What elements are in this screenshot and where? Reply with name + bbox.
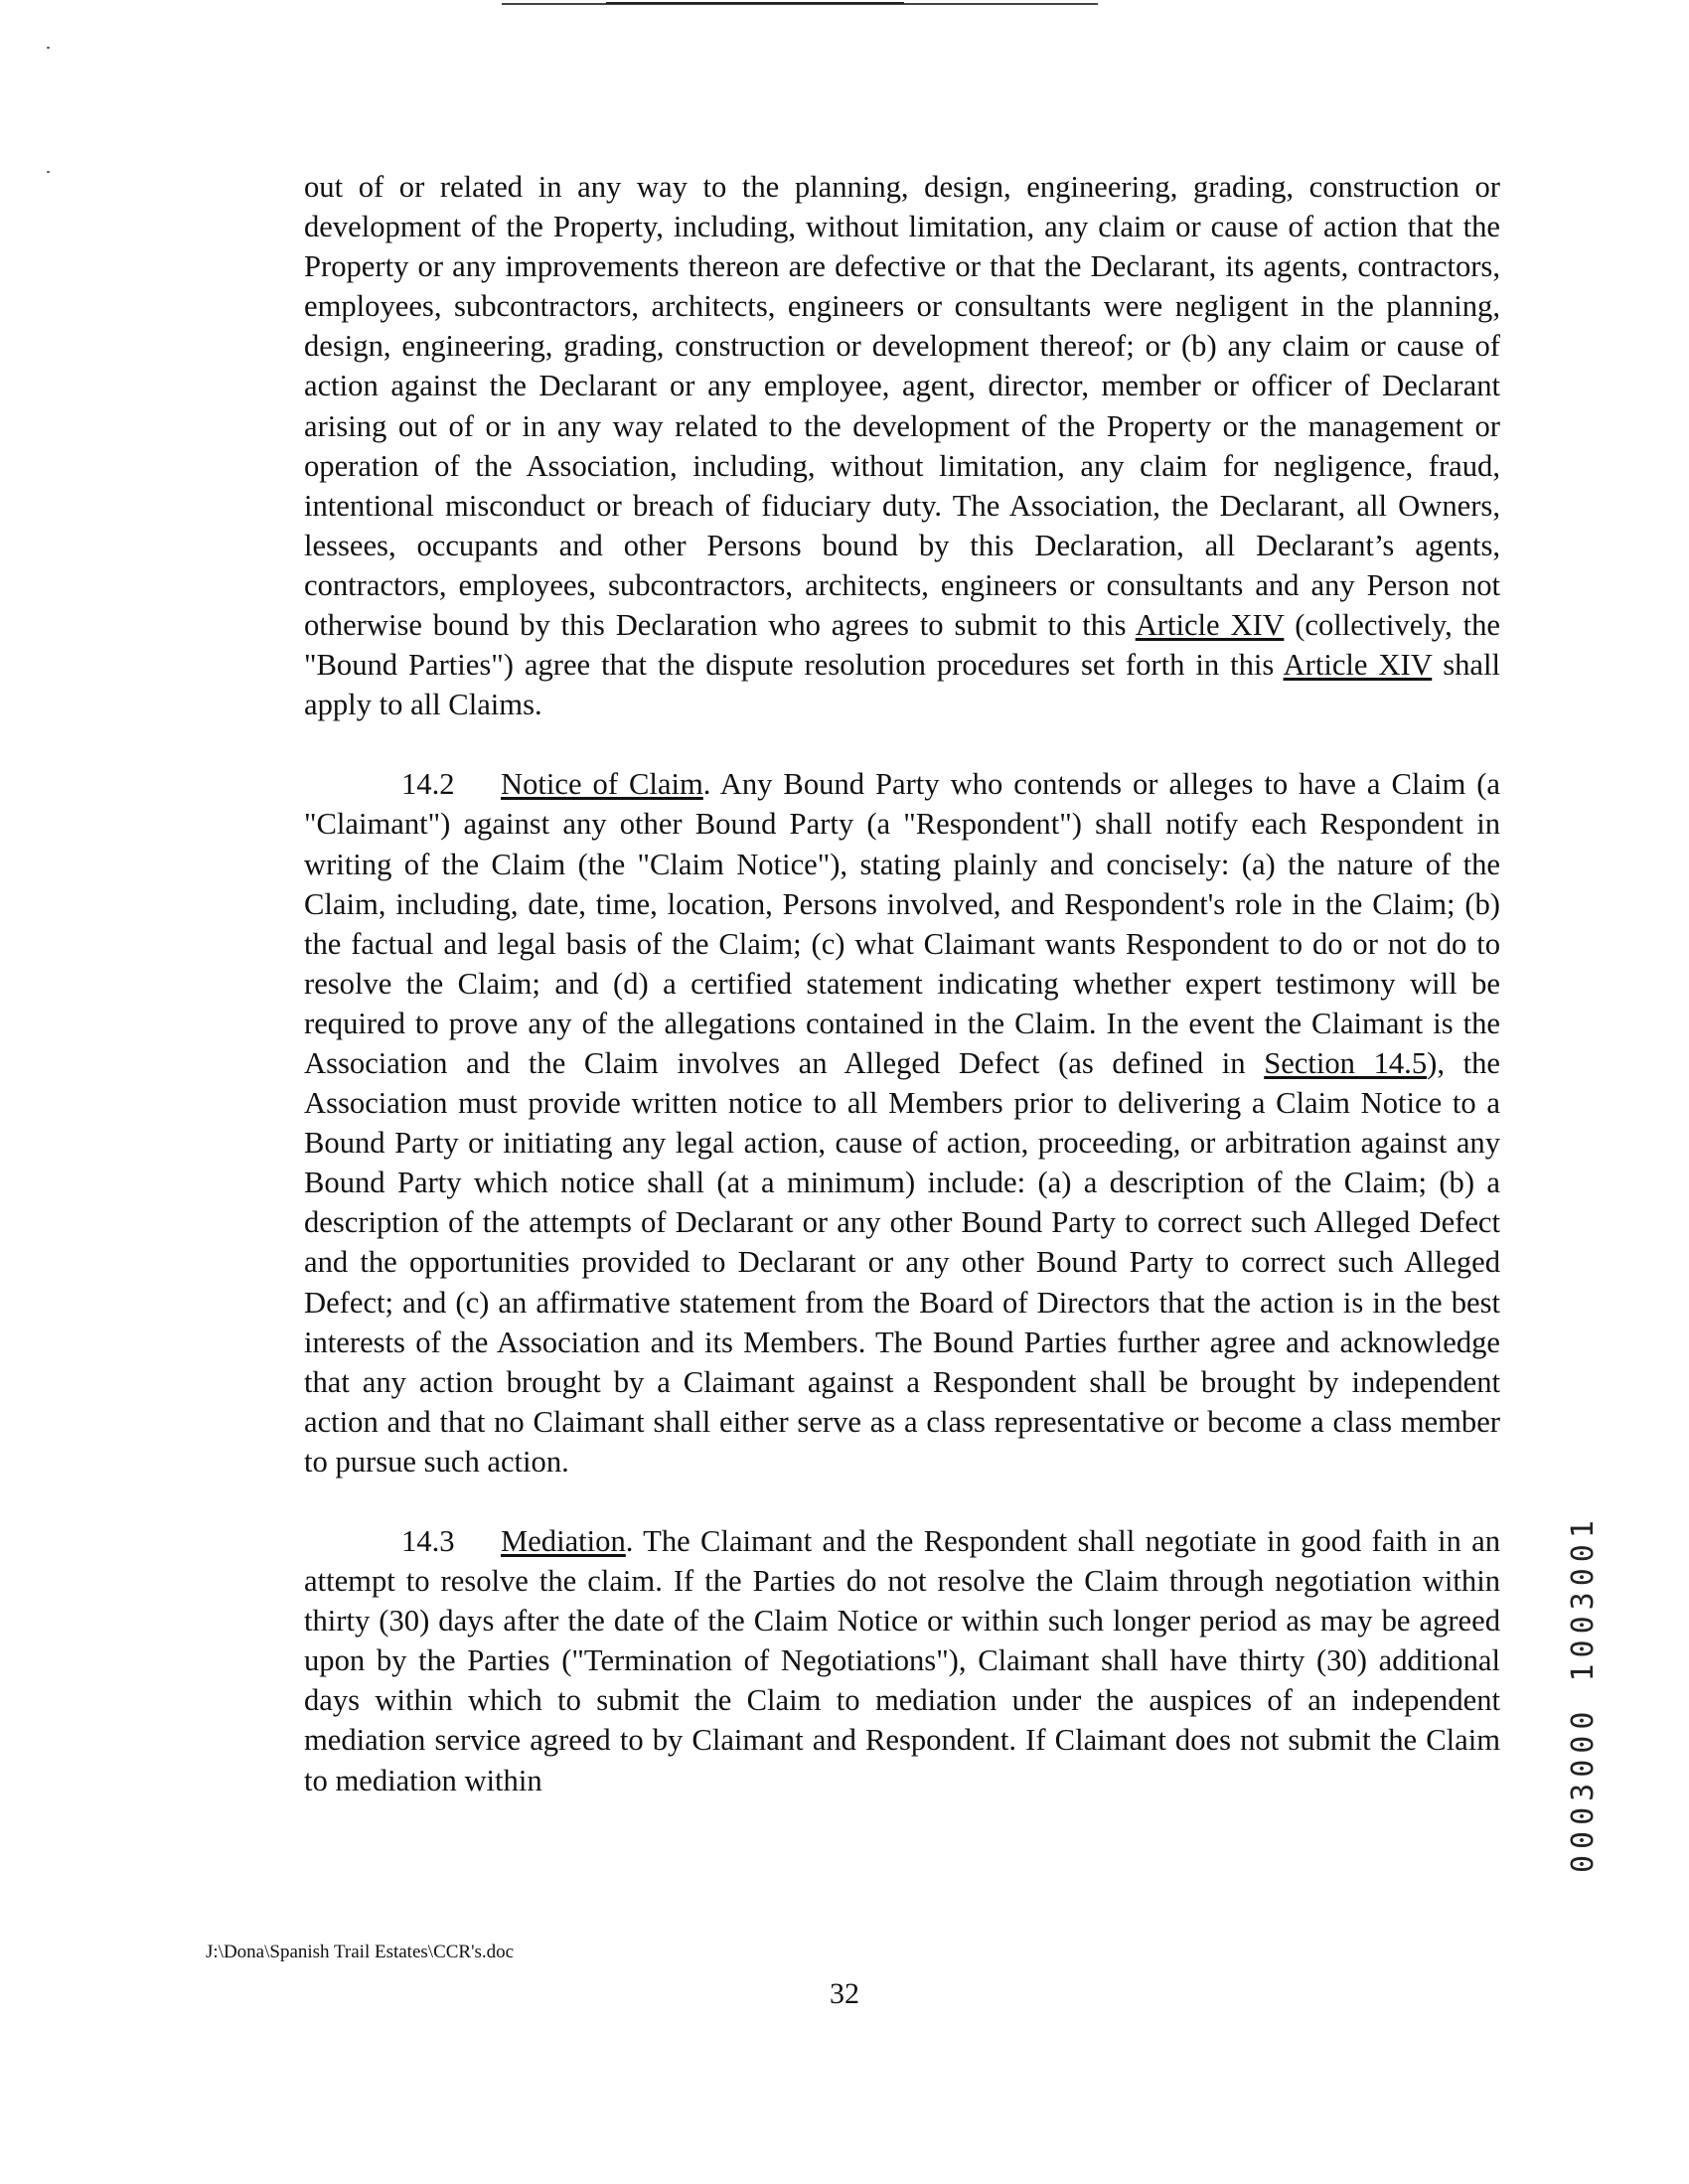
scan-speck <box>47 171 50 173</box>
section-14-2: 14.2 Notice of Claim. Any Bound Party who contends or alleges to have a Claim (a "Claimant") against any other Bound Party (a "Respondent") shall notify each Respondent in writing of the Claim (the "Claim Notice"), stating plainly and concisely: (a) the nature of the Claim, including, date, time, location, Persons involved, and Respondent's role in the Claim; (b) the factual and legal basis of the Claim; (c) what Claimant wants Respondent to do or not do to resolve the Claim; and (d) a certified statement indicating whether expert testimony will be required to prove any of the allegations contained in the Claim. In the event the Claimant is the Association and the Claim involves an Alleged Defect (as defined in Section 14.5), the Association must provide written notice to all Members prior to delivering a Claim Notice to a Bound Party or initiating any legal action, cause of action, proceeding, or arbitration against any Bound Party which notice shall (at a minimum) include: (a) a description of the Claim; (b) a description of the attempts of Declarant or any other Bound Party to correct such Alleged Defect and the opportunities provided to Declarant or any other Bound Party to correct such Alleged Defect; and (c) an affirmative statement from the Board of Directors that the action is in the best interests of the Association and its Members. The Bound Parties further agree and acknowledge that any action brought by a Claimant against a Respondent shall be brought by independent action and that no Claimant shall either serve as a class representative or become a class member to pursue such action. <box>304 764 1500 1482</box>
continuation-paragraph: out of or related in any way to the planning, design, engineering, grading, construction or development of the Property, including, without limitation, any claim or cause of action that the Property or any improvements thereon are defective or that the Declarant, its agents, contractors, employees, subcontractors, architects, engineers or consultants were negligent in the planning, design, engineering, grading, construction or development thereof; or (b) any claim or cause of action against the Declarant or any employee, agent, director, member or officer of Declarant arising out of or in any way related to the development of the Property or the management or operation of the Association, including, without limitation, any claim for negligence, fraud, intentional misconduct or breach of fiduciary duty. The Association, the Declarant, all Owners, lessees, occupants and other Persons bound by this Declaration, all Declarant’s agents, contractors, employees, subcontractors, architects, engineers or consultants and any Person not otherwise bound by this Declaration who agrees to submit to this Article XIV (collectively, the "Bound Parties") agree that the dispute resolution procedures set forth in this Article XIV shall apply to all Claims. <box>304 170 1500 722</box>
footer-file-path: J:\Dona\Spanish Trail Estates\CCR's.doc <box>206 1942 515 1962</box>
section-reference: Section 14.5 <box>1264 1045 1428 1080</box>
top-scan-rule-dark <box>606 2 904 4</box>
bates-stamp: 0003000 1003001 <box>1566 1514 1601 1873</box>
section-number: 14.2 <box>401 767 455 802</box>
scan-speck <box>47 47 50 49</box>
section-number: 14.3 <box>401 1524 455 1558</box>
section-14-3: 14.3 Mediation. The Claimant and the Respondent shall negotiate in good faith in an attempt to resolve the claim. If the Parties do not resolve the Claim through negotiation within thirty (30) days after the date of the Claim Notice or within such longer period as may be agreed upon by the Parties ("Termination of Negotiations"), Claimant shall have thirty (30) additional days within which to submit the Claim to mediation under the auspices of an independent mediation service agreed to by Claimant and Respondent. If Claimant does not submit the Claim to mediation within <box>304 1521 1500 1800</box>
page-number: 32 <box>830 1977 859 2010</box>
article-reference: Article XIV <box>1283 648 1433 683</box>
section-heading: Mediation <box>501 1524 626 1558</box>
section-heading: Notice of Claim <box>501 767 703 802</box>
article-reference: Article XIV <box>1135 608 1285 643</box>
document-body <box>304 167 1500 1800</box>
